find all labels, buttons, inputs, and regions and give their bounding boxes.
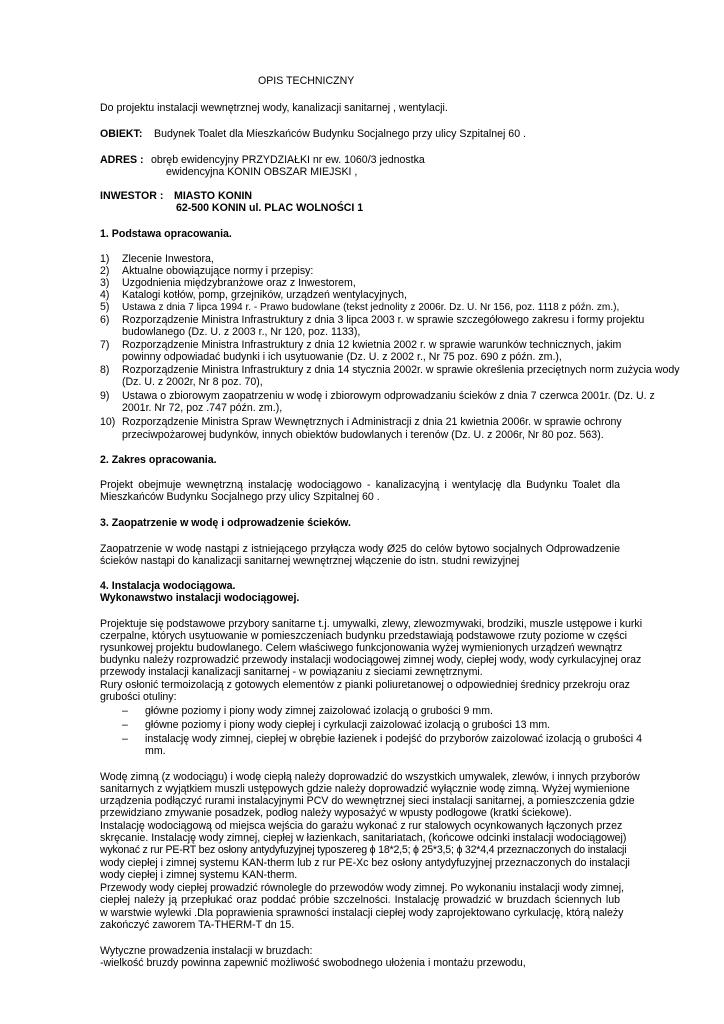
adres-label: ADRES :	[100, 154, 144, 166]
list-item-number: 10)	[100, 416, 116, 428]
inwestor-label: INWESTOR :	[100, 190, 164, 202]
bullet-text: instalację wody zimnej, ciepłej w obrębie łazienek i podejść do przyborów zaizolować izolacją o grubości 4	[145, 733, 642, 745]
bullet-text: główne poziomy i piony wody ciepłej i cyrkulacji zaizolować izolacją o grubości 13 mm.	[145, 719, 551, 731]
section-4-subheading: Wykonawstwo instalacji wodociągowej.	[100, 592, 300, 604]
intro-text: Do projektu instalacji wewnętrznej wody, kanalizacji sanitarnej , wentylacji.	[100, 102, 448, 114]
section-4-heading: 4. Instalacja wodociągowa.	[100, 580, 236, 592]
paragraph-line: przewody instalacji kanalizacji sanitarnej - w powiązaniu z sieciami zewnętrznymi.	[100, 666, 483, 678]
list-item-number: 8)	[100, 364, 110, 376]
dash-bullet: –	[122, 705, 128, 717]
obiekt-value: Budynek Toalet dla Mieszkańców Budynku Socjalnego przy ulicy Szpitalnej 60 .	[154, 128, 526, 140]
document-title: OPIS TECHNICZNY	[258, 75, 355, 87]
list-item-text: Aktualne obowiązujące normy i przepisy:	[122, 265, 314, 277]
paragraph-line: Instalację wodociągową od miejsca wejścia do garażu wykonać z rur stalowych ocynkowanych łączonych przez	[100, 820, 623, 832]
section-1-heading: 1. Podstawa opracowania.	[100, 228, 232, 240]
list-item-number: 7)	[100, 339, 110, 351]
section-3-text: Zaopatrzenie w wodę nastąpi z istniejącego przyłącza wody Ø25 do celów bytowo socjalnych Odprowadzenie	[100, 543, 620, 555]
paragraph-line: zakończyć zaworem TA-THERM-T dn 15.	[100, 919, 295, 931]
list-item-text: Rozporządzenie Ministra Spraw Wewnętrznych i Administracji z dnia 21 kwietnia 2006r. w sprawie ochrony	[122, 416, 622, 428]
list-item-text: przeciwpożarowej budynków, innych obiektów budowlanych i terenów (Dz. U. z 2006r, Nr 80 poz. 563).	[122, 429, 604, 441]
adres-line-2: ewidencyjna KONIN OBSZAR MIEJSKI ,	[166, 166, 358, 178]
paragraph-line: Wytyczne prowadzenia instalacji w bruzdach:	[100, 945, 313, 957]
list-item-text: 2001r. Nr 72, poz .747 późn. zm.),	[122, 402, 283, 414]
paragraph-line: -wielkość bruzdy powinna zapewnić możliwość swobodnego ułożenia i montażu przewodu,	[100, 957, 526, 969]
paragraph-line: Przewody wody ciepłej prowadzić równolegle do przewodów wody zimnej. Po wykonaniu instalacji wody zimnej,	[100, 882, 625, 894]
bullet-text: główne poziomy i piony wody zimnej zaizolować izolacją o grubości 9 mm.	[145, 705, 493, 717]
paragraph-line: wody ciepłej i zimnej systemu KAN-therm lub z rur PE-Xc bez osłony antydyfuzyjnej przeznaczonych do instalacji	[100, 857, 630, 869]
list-item-text: Ustawa o zbiorowym zaopatrzeniu w wodę i zbiorowym odprowadzaniu ścieków z dnia 7 czerwca 2001r. (Dz. U. z	[122, 390, 655, 402]
section-3-text: ścieków nastąpi do kanalizacji sanitarnej wewnętrznej włączenie do istn. studni rewizyjnej	[100, 555, 520, 567]
inwestor-line-2: 62-500 KONIN ul. PLAC WOLNOŚCI 1	[176, 202, 364, 214]
list-item-number: 5)	[100, 301, 110, 313]
paragraph-line: Rury osłonić termoizolacją z gotowych elementów z pianki poliuretanowej o odpowiedniej średnicy przekroju oraz	[100, 679, 630, 691]
section-2-text: Projekt obejmuje wewnętrzną instalację wodociągowo - kanalizacyjną i wentylację dla Budynku Toalet dla	[100, 479, 620, 491]
list-item-text: budowlanego (Dz. U. z 2003 r., Nr 120, poz. 1133),	[122, 326, 361, 338]
list-item-text: Rozporządzenie Ministra Infrastruktury z dnia 14 stycznia 2002r. w sprawie określenia przeciętnych norm zużycia wody	[122, 364, 680, 376]
list-item-text: powinny odpowiadać budynki i ich usytuowanie (Dz. U. z 2002 r., Nr 75 poz. 690 z późn. zm.),	[122, 351, 562, 363]
paragraph-line: wody ciepłej i zimnej systemu KAN-therm.	[100, 869, 298, 881]
paragraph-line: budynku należy rozprowadzić przewody instalacji wodociągowej zimnej wody, ciepłej wody, wody cyrkulacyjnej oraz	[100, 654, 642, 666]
list-item-number: 3)	[100, 277, 110, 289]
list-item-text: Rozporządzenie Ministra Infrastruktury z dnia 3 lipca 2003 r. w sprawie szczegółowego zakresu i formy projektu	[122, 314, 645, 326]
list-item-number: 4)	[100, 289, 110, 301]
paragraph-line: rysunkowej projektu budowlanego. Celem właściwego funkcjonowania wyżej wymienionych urządzeń wewnątrz	[100, 642, 623, 654]
list-item-text: Katalogi kotłów, pomp, grzejników, urządzeń wentylacyjnych,	[122, 289, 408, 301]
list-item-text: (Dz. U. z 2002r, Nr 8 poz. 70),	[122, 376, 263, 388]
bullet-text: mm.	[145, 745, 166, 757]
list-item-number: 6)	[100, 314, 110, 326]
section-3-heading: 3. Zaopatrzenie w wodę i odprowadzenie ścieków.	[100, 517, 351, 529]
paragraph-line: przewidziano zmywanie posadzek, podłog należy wyposażyć w wpusty podłogowe (kratki ściekowe).	[100, 807, 572, 819]
obiekt-label: OBIEKT:	[100, 128, 143, 140]
paragraph-line: wykonać z rur PE-RT bez osłony antydyfuzyjnej typoszereg ϕ 18*2,5; ϕ 25*3,5; ϕ 32*4,4 przeznaczonych do instalacji	[100, 844, 627, 856]
list-item-text: Uzgodnienia międzybranżowe oraz z Inwestorem,	[122, 277, 356, 289]
dash-bullet: –	[122, 733, 128, 745]
paragraph-line: urządzenia podłączyć rurami instalacyjnymi PCV do wewnętrznej sieci instalacji sanitarnej, a pomieszczenia gdzie	[100, 795, 635, 807]
section-2-heading: 2. Zakres opracowania.	[100, 454, 217, 466]
list-item-text: Zlecenie Inwestora,	[122, 253, 214, 265]
paragraph-line: czerpalne, których usytuowanie w pomieszczeniach budynku przedstawiają podstawowe rzuty poziome w części	[100, 630, 627, 642]
dash-bullet: –	[122, 719, 128, 731]
paragraph-line: Projektuje się podstawowe przybory sanitarne t.j. umywalki, zlewy, zlewozmywaki, brodziki, muszle ustępowe i kurki	[100, 618, 643, 630]
inwestor-line-1: MIASTO KONIN	[174, 190, 253, 202]
paragraph-line: skręcanie. Instalację wody zimnej, ciepłej w łazienkach, sanitariatach, (końcowe odcinki instalacji wodociągowej)	[100, 832, 627, 844]
paragraph-line: sanitarnych z wyjątkiem muszli ustępowych gdzie należy doprowadzić wyłącznie wodę zimną. Wyżej wymienione	[100, 783, 630, 795]
paragraph-line: w warstwie wylewki .Dla poprawienia sprawności instalacji ciepłej wody zaprojektowano cyrkulację, którą należy	[100, 907, 624, 919]
paragraph-line: Wodę zimną (z wodociągu) i wodę ciepłą należy doprowadzić do wszystkich umywalek, zlewów, i innych przyborów	[100, 771, 640, 783]
list-item-text: Ustawa z dnia 7 lipca 1994 r. - Prawo budowlane (tekst jednolity z 2006r. Dz. U. Nr 156, poz. 1118 z późn. zm.),	[122, 302, 620, 313]
adres-line-1: obręb ewidencyjny PRZYDZIAŁKI nr ew. 1060/3 jednostka	[151, 154, 425, 166]
paragraph-line: ciepłej należy ją przepłukać oraz poddać próbie szczelności. Instalację prowadzić w bruzdach ściennych lub	[100, 894, 620, 906]
section-2-text: Mieszkańców Budynku Socjalnego przy ulicy Szpitalnej 60 .	[100, 491, 380, 503]
list-item-number: 9)	[100, 390, 110, 402]
list-item-text: Rozporządzenie Ministra Infrastruktury z dnia 12 kwietnia 2002 r. w sprawie warunków technicznych, jakim	[122, 339, 622, 351]
paragraph-line: grubości otuliny:	[100, 691, 177, 703]
list-item-number: 1)	[100, 253, 110, 265]
list-item-number: 2)	[100, 265, 110, 277]
